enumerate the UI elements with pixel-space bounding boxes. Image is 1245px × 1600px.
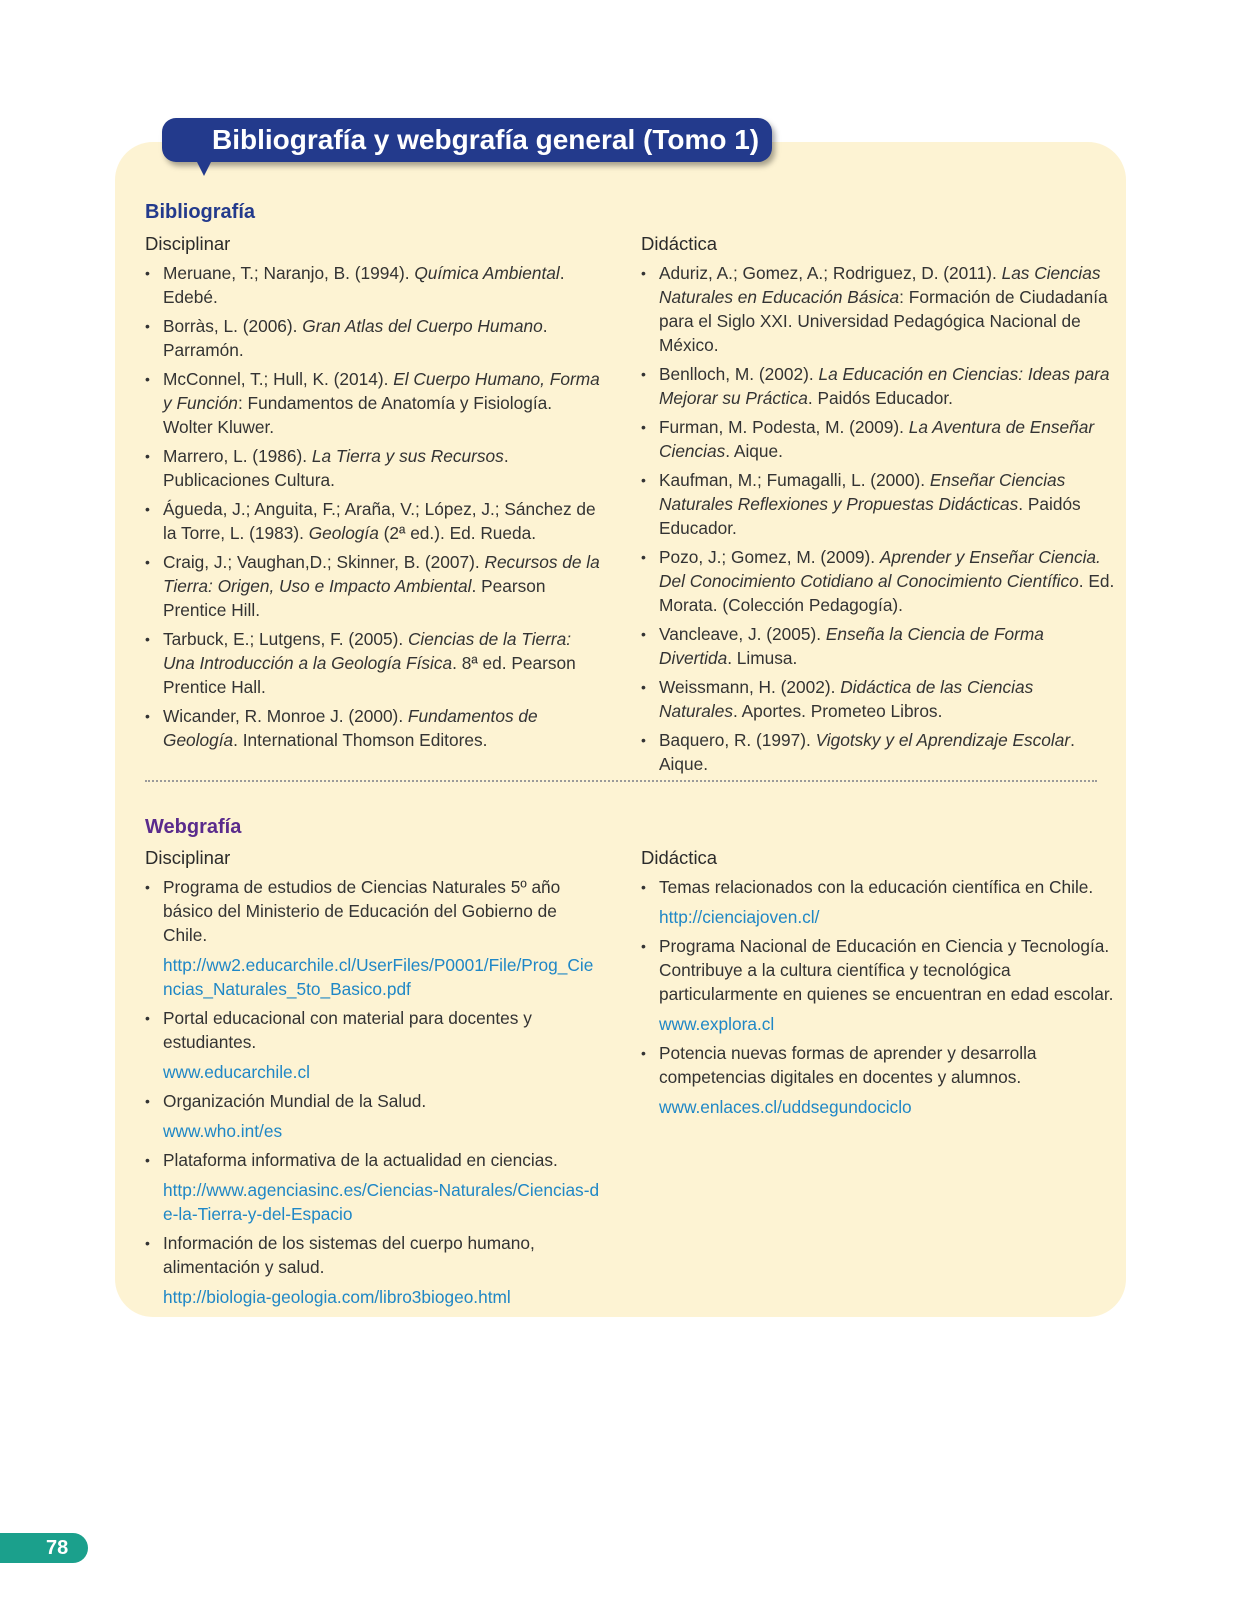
reference-title: Enseña la Ciencia de Forma Divertida <box>659 624 1044 668</box>
bullet-marker: • <box>145 1235 150 1251</box>
reference-title: El Cuerpo Humano, Forma y Función <box>163 369 600 413</box>
reference-title: Didáctica de las Ciencias Naturales <box>659 677 1034 721</box>
web-resource-item <box>145 1148 600 1226</box>
reference-title: Fundamentos de Geología <box>163 706 538 750</box>
reference-authors: Pozo, J.; Gomez, M. (2009). <box>659 547 880 567</box>
web-resource-item <box>641 875 1116 929</box>
page-title: Bibliografía y webgrafía general (Tomo 1) <box>212 124 760 155</box>
reference-authors: McConnel, T.; Hull, K. (2014). <box>163 369 394 389</box>
bib-disciplinar-label: Disciplinar <box>145 233 231 254</box>
web-disciplinar-list <box>145 875 600 1309</box>
bullet-marker: • <box>641 879 646 895</box>
reference-title: Enseñar Ciencias Naturales Reflexiones y Propuestas Didácticas <box>659 470 1066 514</box>
reference-publisher: . Aportes. Prometeo Libros. <box>732 701 943 721</box>
reference-item <box>641 362 1116 410</box>
reference-title: Vigotsky y el Aprendizaje Escolar <box>815 730 1071 750</box>
web-resource-item <box>641 934 1116 1036</box>
bullet-marker: • <box>145 554 150 570</box>
reference-title: Gran Atlas del Cuerpo Humano <box>302 316 543 336</box>
reference-item <box>641 545 1116 617</box>
web-disciplinar-label: Disciplinar <box>145 847 231 868</box>
resource-link[interactable]: http://biologia-geologia.com/libro3biogeo.html <box>163 1287 511 1307</box>
reference-publisher: . Pearson Prentice Hill. <box>163 576 546 620</box>
reference-item <box>641 415 1116 463</box>
web-didactica-label: Didáctica <box>641 847 718 868</box>
reference-publisher: : Fundamentos de Anatomía y Fisiología. Wolter Kluwer. <box>163 393 553 437</box>
web-resource-item <box>145 1006 600 1084</box>
reference-authors: Craig, J.; Vaughan,D.; Skinner, B. (2007). <box>163 552 485 572</box>
bullet-marker: • <box>145 631 150 647</box>
reference-item <box>145 314 600 362</box>
reference-title: Química Ambiental <box>414 263 560 283</box>
web-disciplinar-column <box>145 846 600 1314</box>
resource-link[interactable]: http://ww2.educarchile.cl/UserFiles/P0001/File/Prog_Ciencias_Naturales_5to_Basico.pdf <box>163 955 594 999</box>
reference-item <box>641 468 1116 540</box>
bullet-marker: • <box>641 549 646 565</box>
bullet-marker: • <box>145 1093 150 1109</box>
title-banner <box>162 118 772 162</box>
bullet-marker: • <box>641 472 646 488</box>
resource-description: Organización Mundial de la Salud. <box>163 1091 427 1111</box>
reference-item <box>145 550 600 622</box>
resource-description: Programa de estudios de Ciencias Naturales 5º año básico del Ministerio de Educación del Gobierno de Chile. <box>163 877 561 945</box>
bib-disciplinar-list <box>145 261 600 752</box>
resource-description: Información de los sistemas del cuerpo humano, alimentación y salud. <box>163 1233 535 1277</box>
reference-publisher: . Aique. <box>725 441 783 461</box>
resource-link[interactable]: http://www.agenciasinc.es/Ciencias-Naturales/Ciencias-de-la-Tierra-y-del-Espacio <box>163 1180 600 1224</box>
bullet-marker: • <box>641 265 646 281</box>
reference-item <box>145 367 600 439</box>
reference-publisher: . Paidós Educador. <box>659 494 1081 538</box>
reference-item <box>145 627 600 699</box>
reference-authors: Kaufman, M.; Fumagalli, L. (2000). <box>659 470 930 490</box>
bullet-marker: • <box>145 318 150 334</box>
reference-item <box>641 728 1116 776</box>
reference-item <box>641 675 1116 723</box>
reference-authors: Meruane, T.; Naranjo, B. (1994). <box>163 263 415 283</box>
reference-authors: Marrero, L. (1986). <box>163 446 312 466</box>
reference-authors: Aduriz, A.; Gomez, A.; Rodriguez, D. (2011). <box>659 263 1002 283</box>
resource-description: Portal educacional con material para docentes y estudiantes. <box>163 1008 532 1052</box>
reference-title: La Aventura de Enseñar Ciencias <box>659 417 1095 461</box>
web-resource-item <box>145 1089 600 1143</box>
reference-publisher: . Limusa. <box>727 648 798 668</box>
web-resource-item <box>641 1041 1116 1119</box>
reference-title: Geología <box>308 523 379 543</box>
resource-link[interactable]: http://cienciajoven.cl/ <box>659 907 820 927</box>
reference-publisher: . 8ª ed. Pearson Prentice Hall. <box>163 653 576 697</box>
web-didactica-list <box>641 875 1116 1119</box>
banner-pointer <box>196 160 212 176</box>
reference-authors: Vancleave, J. (2005). <box>659 624 826 644</box>
web-didactica-column <box>641 846 1116 1124</box>
reference-publisher: . International Thomson Editores. <box>233 730 488 750</box>
reference-authors: Furman, M. Podesta, M. (2009). <box>659 417 909 437</box>
resource-description: Plataforma informativa de la actualidad en ciencias. <box>163 1150 558 1170</box>
bullet-marker: • <box>145 371 150 387</box>
web-resource-item <box>145 1231 600 1309</box>
bullet-marker: • <box>145 501 150 517</box>
reference-item <box>641 622 1116 670</box>
bullet-marker: • <box>145 879 150 895</box>
resource-description: Programa Nacional de Educación en Ciencia y Tecnología. Contribuye a la cultura científica y tecnológica particularmente en quienes se encuentran en edad escolar. <box>659 936 1114 1004</box>
reference-publisher: : Formación de Ciudadanía para el Siglo XXI. Universidad Pedagógica Nacional de México. <box>659 287 1108 355</box>
bullet-marker: • <box>641 626 646 642</box>
reference-publisher: . Aique. <box>659 730 1075 774</box>
bib-disciplinar-column <box>145 232 600 757</box>
reference-authors: Benlloch, M. (2002). <box>659 364 819 384</box>
reference-title: Recursos de la Tierra: Origen, Uso e Impacto Ambiental <box>163 552 600 596</box>
reference-title: Las Ciencias Naturales en Educación Básica <box>659 263 1101 307</box>
reference-title: Ciencias de la Tierra: Una Introducción a la Geología Física <box>163 629 572 673</box>
bullet-marker: • <box>145 1010 150 1026</box>
bullet-marker: • <box>641 679 646 695</box>
reference-item <box>145 497 600 545</box>
bullet-marker: • <box>641 419 646 435</box>
resource-link[interactable]: www.educarchile.cl <box>163 1062 310 1082</box>
page-number: 78 <box>46 1537 69 1559</box>
bullet-marker: • <box>145 448 150 464</box>
bullet-marker: • <box>145 265 150 281</box>
reference-item <box>641 261 1116 357</box>
reference-authors: Weissmann, H. (2002). <box>659 677 841 697</box>
reference-publisher: . Ed. Morata. (Colección Pedagogía). <box>659 571 1115 615</box>
bib-didactica-list <box>641 261 1116 776</box>
reference-publisher: . Paidós Educador. <box>807 388 953 408</box>
bullet-marker: • <box>641 732 646 748</box>
bib-didactica-column <box>641 232 1116 781</box>
resource-link[interactable]: www.enlaces.cl/uddsegundociclo <box>659 1097 912 1117</box>
reference-publisher: . Publicaciones Cultura. <box>163 446 509 490</box>
page-number-badge <box>0 1533 88 1563</box>
bullet-marker: • <box>145 708 150 724</box>
bullet-marker: • <box>641 1045 646 1061</box>
reference-title: La Educación en Ciencias: Ideas para Mejorar su Práctica <box>659 364 1110 408</box>
web-resource-item <box>145 875 600 1001</box>
section-divider <box>145 780 1097 782</box>
bullet-marker: • <box>145 1152 150 1168</box>
bullet-marker: • <box>641 366 646 382</box>
reference-publisher: . Parramón. <box>163 316 548 360</box>
reference-item <box>145 704 600 752</box>
reference-authors: Tarbuck, E.; Lutgens, F. (2005). <box>163 629 408 649</box>
reference-item <box>145 261 600 309</box>
resource-link[interactable]: www.explora.cl <box>659 1014 775 1034</box>
resource-link[interactable]: www.who.int/es <box>163 1121 283 1141</box>
reference-authors: Águeda, J.; Anguita, F.; Araña, V.; López, J.; Sánchez de la Torre, L. (1983). <box>163 499 596 543</box>
reference-publisher: (2ª ed.). Ed. Rueda. <box>378 523 537 543</box>
reference-item <box>145 444 600 492</box>
bibliografia-heading: Bibliografía <box>145 201 256 223</box>
bib-didactica-label: Didáctica <box>641 233 718 254</box>
reference-publisher: . Edebé. <box>163 263 565 307</box>
webgrafia-heading: Webgrafía <box>145 816 242 838</box>
resource-description: Temas relacionados con la educación científica en Chile. <box>659 877 1094 897</box>
reference-title: La Tierra y sus Recursos <box>311 446 504 466</box>
resource-description: Potencia nuevas formas de aprender y desarrolla competencias digitales en docentes y alumnos. <box>659 1043 1037 1087</box>
reference-title: Aprender y Enseñar Ciencia. Del Conocimiento Cotidiano al Conocimiento Científico <box>659 547 1101 591</box>
reference-authors: Borràs, L. (2006). <box>163 316 303 336</box>
reference-authors: Baquero, R. (1997). <box>659 730 816 750</box>
bullet-marker: • <box>641 938 646 954</box>
reference-authors: Wicander, R. Monroe J. (2000). <box>163 706 408 726</box>
